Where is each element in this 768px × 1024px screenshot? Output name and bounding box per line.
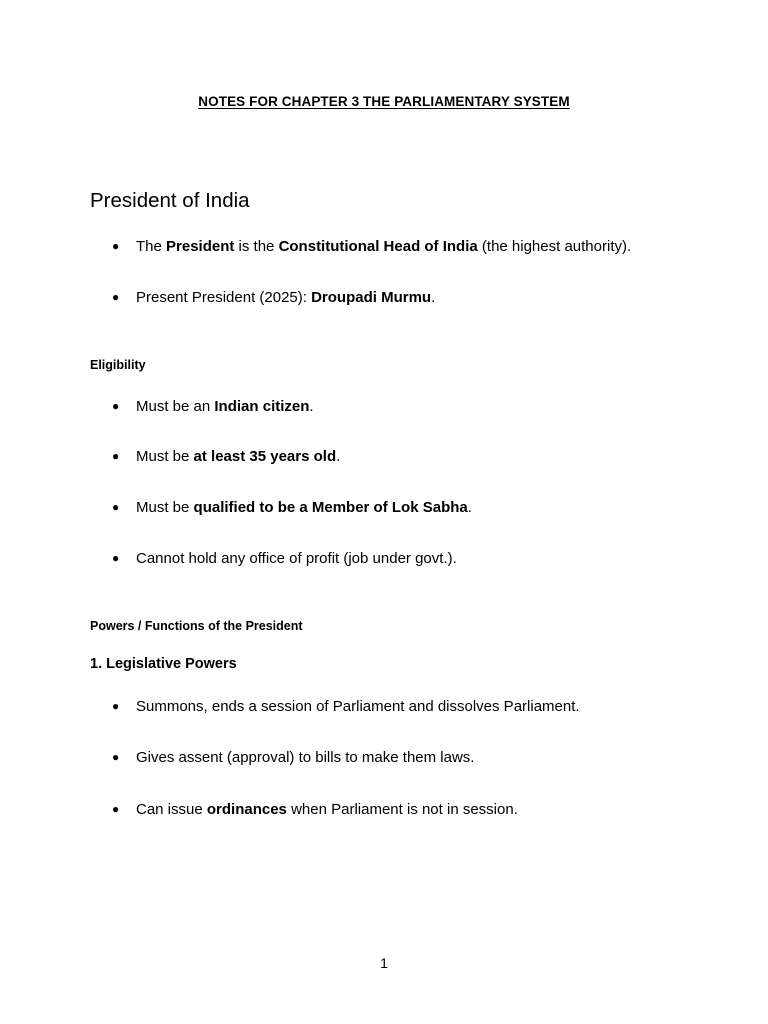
list-item: ● Must be an Indian citizen. [112,398,314,415]
list-item: ● Gives assent (approval) to bills to make them laws. [112,749,475,766]
list-item: ● Must be at least 35 years old. [112,448,341,465]
subsection-heading-legislative: 1. Legislative Powers [90,656,237,672]
list-item: ● Present President (2025): Droupadi Murmu. [112,289,436,306]
list-item: ● Summons, ends a session of Parliament and dissolves Parliament. [112,698,580,715]
bullet-icon: ● [112,239,120,253]
bullet-icon: ● [112,449,120,463]
page-title: NOTES FOR CHAPTER 3 THE PARLIAMENTARY SYSTEM [198,94,570,109]
section-heading-powers: Powers / Functions of the President [90,619,303,633]
section-heading-president: President of India [90,189,250,212]
list-item: ● Cannot hold any office of profit (job under govt.). [112,550,457,567]
page-number: 1 [380,955,388,971]
bullet-icon: ● [112,290,120,304]
list-item: ● Must be qualified to be a Member of Lok Sabha. [112,499,472,516]
section-heading-eligibility: Eligibility [90,358,146,372]
list-item: ● The President is the Constitutional Head of India (the highest authority). [112,238,632,255]
list-item: ● Can issue ordinances when Parliament is not in session. [112,801,518,818]
bullet-icon: ● [112,750,120,764]
bullet-icon: ● [112,802,120,816]
bullet-icon: ● [112,551,120,565]
bullet-icon: ● [112,699,120,713]
bullet-icon: ● [112,399,120,413]
bullet-icon: ● [112,500,120,514]
